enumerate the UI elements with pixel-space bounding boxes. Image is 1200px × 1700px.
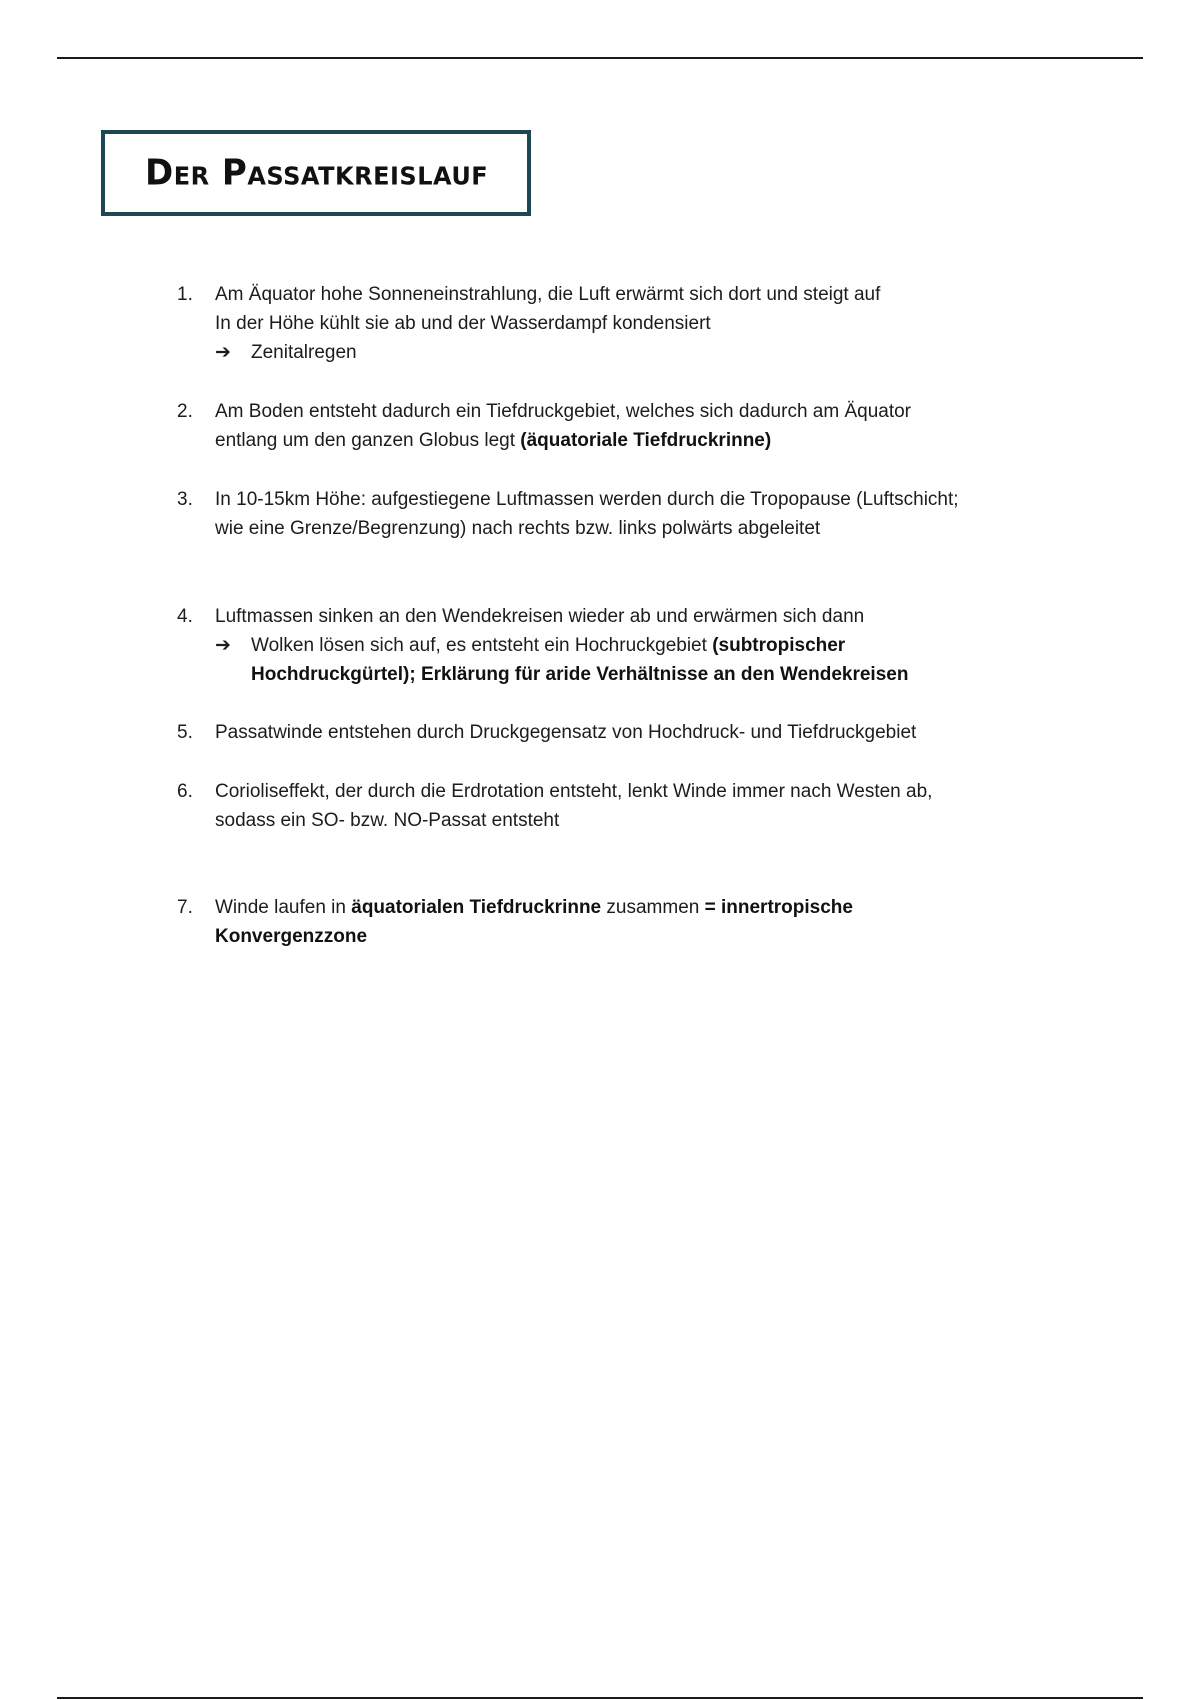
item-text: entlang um den ganzen Globus legt	[215, 430, 521, 451]
item-text: sodass ein SO- bzw. NO-Passat entsteht	[215, 810, 560, 831]
item-number: 5.	[177, 722, 193, 743]
item-text-bold: (subtropischer	[712, 635, 846, 656]
arrow-line	[215, 631, 1077, 660]
top-rule	[57, 57, 1143, 59]
item-text-bold: (äquatoriale Tiefdruckrinne)	[520, 430, 772, 451]
item-text: Corioliseffekt, der durch die Erdrotation entsteht, lenkt Winde immer nach Westen ab,	[215, 781, 933, 802]
list-item-4	[177, 602, 1077, 689]
title-box	[101, 130, 531, 216]
item-number: 2.	[177, 401, 193, 422]
arrow-right-icon: ➔	[215, 341, 231, 363]
page-title: Der Passatkreislauf	[145, 152, 489, 194]
bottom-rule	[57, 1697, 1143, 1699]
item-number: 1.	[177, 284, 193, 305]
list-item-1	[177, 280, 1077, 367]
item-text: zusammen	[601, 897, 705, 918]
list-item-5	[177, 718, 1077, 747]
item-text: Winde laufen in	[215, 897, 352, 918]
arrow-line	[215, 338, 1077, 367]
item-text: Am Äquator hohe Sonneneinstrahlung, die Luft erwärmt sich dort und steigt auf	[215, 284, 881, 305]
item-number: 3.	[177, 489, 193, 510]
item-text-bold: äquatorialen Tiefdruckrinne	[351, 897, 602, 918]
arrow-right-icon: ➔	[215, 634, 231, 656]
item-text-line	[215, 893, 1077, 922]
item-text-bold: Hochdruckgürtel); Erklärung für aride Verhältnisse an den Wendekreisen	[251, 664, 909, 685]
item-text: Luftmassen sinken an den Wendekreisen wieder ab und erwärmen sich dann	[215, 606, 865, 627]
list-item-7	[177, 893, 1077, 951]
item-text: Passatwinde entstehen durch Druckgegensatz von Hochdruck- und Tiefdruckgebiet	[215, 722, 917, 743]
item-text: In 10-15km Höhe: aufgestiegene Luftmassen werden durch die Tropopause (Luftschicht;	[215, 489, 959, 510]
list-item-3	[177, 485, 1077, 543]
item-text: Zenitalregen	[251, 342, 357, 363]
item-text: In der Höhe kühlt sie ab und der Wasserdampf kondensiert	[215, 313, 711, 334]
item-number: 6.	[177, 781, 193, 802]
list-item-2	[177, 397, 1077, 455]
item-text-line	[215, 426, 1077, 455]
list-item-6	[177, 777, 1077, 835]
item-number: 7.	[177, 897, 193, 918]
item-text: wie eine Grenze/Begrenzung) nach rechts bzw. links polwärts abgeleitet	[215, 518, 821, 539]
item-text: Am Boden entsteht dadurch ein Tiefdruckgebiet, welches sich dadurch am Äquator	[215, 401, 912, 422]
item-text-bold: = innertropische	[704, 897, 853, 918]
item-text: Wolken lösen sich auf, es entsteht ein Hochruckgebiet	[251, 635, 713, 656]
item-number: 4.	[177, 606, 193, 627]
item-text-bold: Konvergenzzone	[215, 926, 368, 947]
